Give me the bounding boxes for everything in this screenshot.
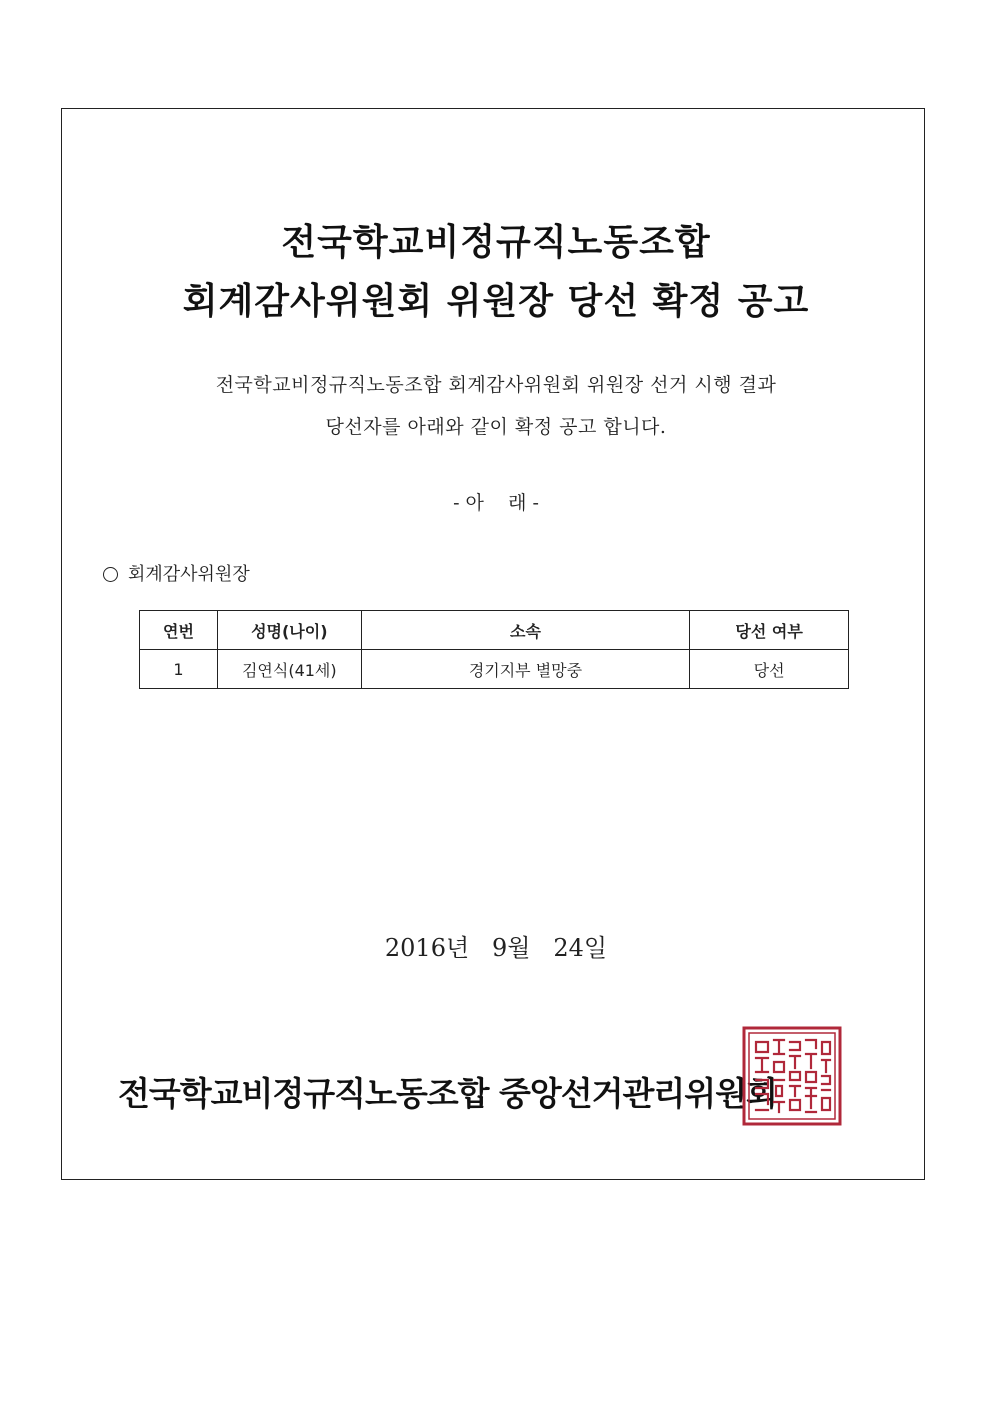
notice-title-line2: 회계감사위원회 위원장 당선 확정 공고 [182, 281, 810, 322]
ara-heading: - 아 래 - [453, 492, 539, 514]
organization-signature: 전국학교비정규직노동조합 중앙선거관리위원회 [118, 1074, 777, 1113]
notice-title-line1: 전국학교비정규직노동조합 [281, 222, 711, 263]
section-label: 회계감사위원장 [128, 564, 250, 585]
notice-body-line2: 당선자를 아래와 같이 확정 공고 합니다. [325, 416, 667, 438]
header-number: 연번 [140, 611, 218, 650]
results-table [139, 610, 849, 689]
header-elected: 당선 여부 [690, 611, 849, 650]
table-header-row [140, 611, 849, 650]
section-heading [103, 560, 250, 586]
header-affiliation: 소속 [361, 611, 690, 650]
notice-body-line1: 전국학교비정규직노동조합 회계감사위원회 위원장 선거 시행 결과 [215, 374, 777, 396]
circle-bullet-icon [103, 567, 118, 582]
notice-date: 2016년 9월 24일 [384, 934, 608, 962]
official-seal-icon [742, 1026, 842, 1126]
cell-elected: 당선 [690, 650, 849, 689]
cell-affiliation: 경기지부 별망중 [361, 650, 690, 689]
cell-number: 1 [140, 650, 218, 689]
header-name-age: 성명(나이) [217, 611, 361, 650]
cell-name-age: 김연식(41세) [217, 650, 361, 689]
table-row [140, 650, 849, 689]
